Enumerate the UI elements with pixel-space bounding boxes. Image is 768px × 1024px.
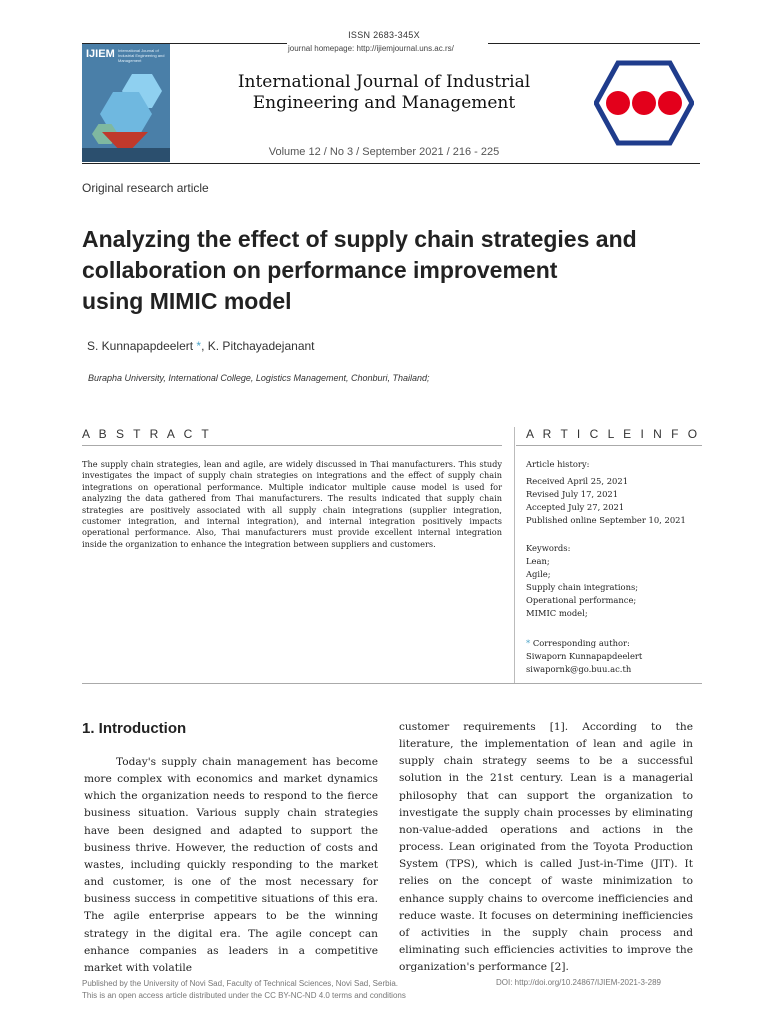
corresponding-author-email[interactable]: siwapornk@go.buu.ac.th [526, 664, 632, 674]
issn-label: ISSN 2683-345X [348, 30, 420, 40]
journal-title-line-2: Engineering and Management [252, 93, 516, 113]
abstract-text: The supply chain strategies, lean and agile, are widely discussed in Thai manufacturers. This study investigates the impact of supply chain strategies on integrations and the effect of supply chain integrations on operational performance. Multiple indicator multiple cause model is used for analyzing the data gathered from Thai manufacturers. The results indicated that supply chain strategies are positively associated with all supply chain integrations (supplier integration, customer integration, and internal integration), and internal integration positively impacts operational performance. Also, Thai manufacturers must provide excellent internal integration inside the organization to enhance the integration between suppliers and customers. [82, 459, 502, 549]
corresponding-author-label [526, 637, 630, 650]
footer-publisher [82, 978, 406, 1002]
article-info-divider [516, 445, 702, 446]
journal-title [200, 72, 568, 114]
article-title [82, 224, 702, 317]
abstract-heading: A B S T R A C T [82, 427, 212, 441]
keyword-item: Agile; [526, 569, 551, 579]
header-rule-right [488, 43, 700, 44]
keyword-item: Operational performance; [526, 595, 637, 605]
article-type: Original research article [82, 181, 209, 195]
cover-subtitle: International Journal of Industrial Engineering and Management [118, 48, 165, 63]
author-list [87, 339, 315, 353]
license-text: This is an open access article distributed under the CC BY-NC-ND 4.0 terms and conditions [82, 991, 406, 1000]
body-column-right: customer requirements [1]. According to the literature, the implementation of lean and agile in supply chain strategy seems to be a successful solution in the 21st century. Lean is a managerial philosophy that can support the organization to investigate the supply chain processes by eliminating non-value-added operations and actions in the process. Lean originated from the Toyota Production System (TPS), which is called Just-in-Time (JIT). It relies on the concept of waste minimization to enhance supply chains to overcome inefficiencies and reduce waste. It focuses on determining inefficiencies of activities in the supply chain process and eliminating such efficiencies activities to improve the organization's performance [2]. [399, 721, 693, 974]
journal-logo [594, 60, 694, 146]
accepted-date: Accepted July 27, 2021 [526, 502, 625, 512]
body-column-left: Today's supply chain management has become more complex with economics and market dynamics which the organization needs to respond to the fierce business situation. Various supply chain strategies have been designed and adapted to support the business thrive. However, the reduction of costs and wastes, including quickly responding to the market and customer, is one of the most necessary for business success in competitive situations of this era. The agile enterprise appears to be the winning strategy in the digital era. The agile concept can enhance companies as leaders in a competitive market with volatile [84, 756, 378, 974]
corresponding-author-mark[interactable]: * [196, 339, 202, 353]
publisher-text: Published by the University of Novi Sad, Faculty of Technical Sciences, Novi Sad, Serbia. [82, 979, 399, 988]
corresponding-author-name: Siwaporn Kunnapapdeelert [526, 651, 643, 661]
journal-cover-image [82, 44, 170, 162]
volume-issue-line: Volume 12 / No 3 / September 2021 / 216 - 225 [268, 146, 500, 158]
article-info-heading: A R T I C L E I N F O [526, 427, 701, 441]
keywords-label: Keywords: [526, 543, 571, 553]
keyword-item: Lean; [526, 556, 550, 566]
article-title-line-1: Analyzing the effect of supply chain strategies and [82, 226, 637, 252]
doi-link[interactable]: DOI: http://doi.org/10.24867/IJIEM-2021-3-289 [496, 978, 661, 987]
keyword-item: Supply chain integrations; [526, 582, 639, 592]
article-title-line-3: using MIMIC model [82, 288, 292, 314]
corresponding-label-text: Corresponding author: [530, 638, 630, 648]
keyword-item: MIMIC model; [526, 608, 588, 618]
column-separator [514, 427, 515, 683]
article-title-line-2: collaboration on performance improvement [82, 257, 558, 283]
author-1[interactable]: S. Kunnapapdeelert [87, 339, 197, 353]
abstract-divider [82, 445, 502, 446]
journal-title-line-1: International Journal of Industrial [237, 72, 531, 92]
received-date: Received April 25, 2021 [526, 476, 629, 486]
cover-abbrev: IJIEM [86, 48, 115, 60]
article-history-label: Article history: [526, 459, 590, 469]
front-matter-divider [82, 683, 702, 684]
corresponding-mark: * [526, 638, 531, 648]
revised-date: Revised July 17, 2021 [526, 489, 619, 499]
published-date: Published online September 10, 2021 [526, 515, 686, 525]
section-heading-introduction: 1. Introduction [82, 720, 187, 737]
journal-homepage-link[interactable]: journal homepage: http://ijiemjournal.uns.ac.rs/ [288, 44, 454, 53]
header-bottom-rule [82, 163, 700, 164]
author-2[interactable]: , K. Pitchayadejanant [201, 339, 315, 353]
affiliation: Burapha University, International College, Logistics Management, Chonburi, Thailand; [88, 373, 430, 383]
